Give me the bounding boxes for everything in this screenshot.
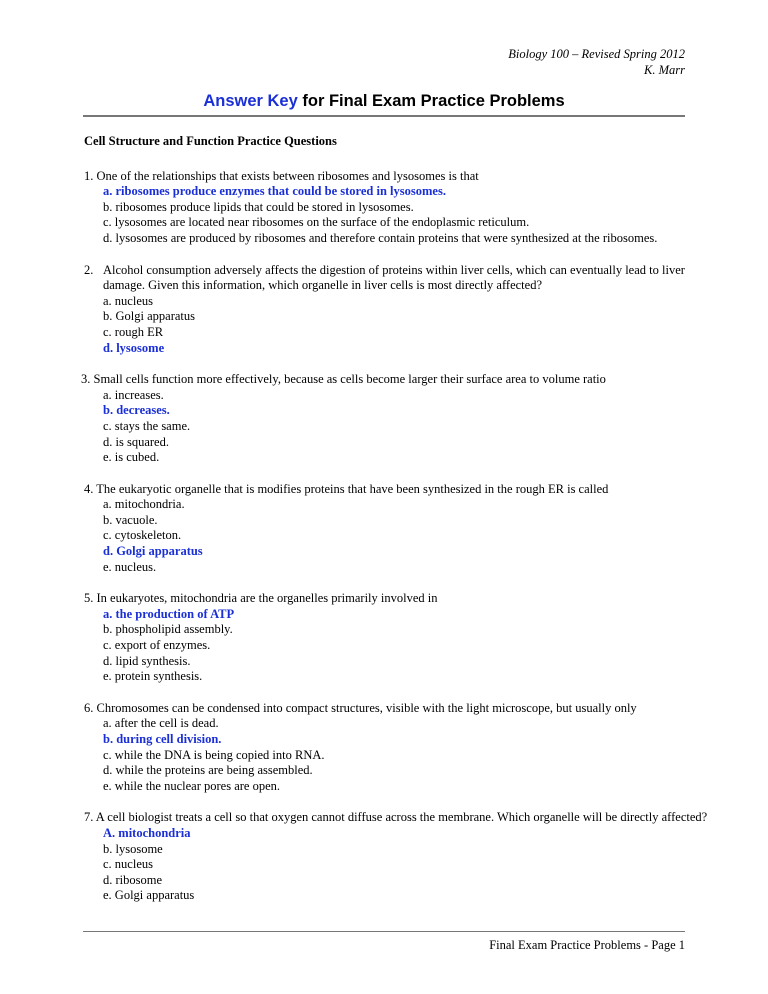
question-text: Small cells function more effectively, because as cells become larger their surface area to volume ratio <box>90 372 606 387</box>
answer-option: c. lysosomes are located near ribosomes on the surface of the endoplasmic reticulum. <box>103 215 530 230</box>
question-text: One of the relationships that exists between ribosomes and lysosomes is that <box>93 168 479 183</box>
question-number: 3. <box>81 372 91 387</box>
question-number: 1. <box>84 168 94 183</box>
answer-option: a. mitochondria. <box>103 497 185 512</box>
answer-options <box>84 607 708 685</box>
answer-option: b. lysosome <box>103 841 163 856</box>
title-block <box>83 91 685 117</box>
question-3 <box>81 372 708 466</box>
answer-options <box>84 184 708 246</box>
question-7 <box>84 810 708 904</box>
answer-option-correct: a. ribosomes produce enzymes that could be stored in lysosomes. <box>103 184 446 199</box>
question-text: In eukaryotes, mitochondria are the organelles primarily involved in <box>93 591 438 606</box>
answer-option: d. lysosomes are produced by ribosomes and therefore contain proteins that were synthesized at the ribosomes. <box>103 230 658 245</box>
answer-option: c. rough ER <box>103 324 164 339</box>
page-title <box>83 91 685 111</box>
section-heading: Cell Structure and Function Practice Questions <box>84 134 337 148</box>
answer-option: e. nucleus. <box>103 559 157 574</box>
answer-option-correct: b. decreases. <box>103 403 170 418</box>
footer-divider <box>83 931 685 932</box>
answer-option: e. is cubed. <box>103 450 160 465</box>
answer-option: d. ribosome <box>103 872 163 887</box>
answer-options <box>81 388 708 466</box>
answer-option: d. is squared. <box>103 434 169 449</box>
answer-option: b. Golgi apparatus <box>103 309 195 324</box>
question-stem <box>84 810 708 826</box>
question-text: The eukaryotic organelle that is modifies proteins that have been synthesized in the rough ER is called <box>93 481 609 496</box>
answer-option: d. while the proteins are being assembled. <box>103 763 313 778</box>
question-number: 2. <box>84 262 94 277</box>
answer-options <box>84 826 708 904</box>
page-footer: Final Exam Practice Problems - Page 1 <box>489 938 685 952</box>
answer-options <box>84 716 708 794</box>
answer-option-correct: d. Golgi apparatus <box>103 544 203 559</box>
question-stem <box>81 372 708 388</box>
question-text: Chromosomes can be condensed into compact structures, visible with the light microscope, but usually only <box>93 700 637 715</box>
question-4 <box>84 482 708 576</box>
question-2 <box>84 263 708 357</box>
answer-option: c. while the DNA is being copied into RNA. <box>103 747 325 762</box>
question-stem <box>84 169 708 185</box>
question-stem <box>84 263 708 294</box>
title-divider <box>83 115 685 117</box>
question-number: 6. <box>84 700 94 715</box>
answer-option: c. stays the same. <box>103 418 191 433</box>
answer-option: a. increases. <box>103 387 164 402</box>
question-5 <box>84 591 708 685</box>
question-list <box>81 134 708 920</box>
question-text: Alcohol consumption adversely affects the digestion of proteins within liver cells, which can eventually lead to liver damage. Given this information, which organelle in liver cells is most directly affected? <box>103 262 685 293</box>
title-accent: Answer Key <box>203 92 298 110</box>
question-number: 7. <box>84 810 94 825</box>
question-number: 4. <box>84 481 94 496</box>
answer-option: e. protein synthesis. <box>103 669 203 684</box>
answer-option-correct: b. during cell division. <box>103 732 222 746</box>
answer-option: a. nucleus <box>103 293 153 308</box>
question-number: 5. <box>84 591 94 606</box>
answer-option: e. Golgi apparatus <box>103 888 195 903</box>
answer-option-correct: a. the production of ATP <box>103 606 235 621</box>
answer-options <box>84 294 708 356</box>
question-stem <box>84 701 708 717</box>
answer-option: c. cytoskeleton. <box>103 528 182 543</box>
question-6 <box>84 701 708 795</box>
answer-option: e. while the nuclear pores are open. <box>103 778 281 793</box>
header-course: Biology 100 – Revised Spring 2012 <box>508 47 685 61</box>
answer-option: b. phospholipid assembly. <box>103 622 233 637</box>
question-1 <box>84 169 708 247</box>
answer-option-correct: d. lysosome <box>103 340 165 355</box>
title-rest: for Final Exam Practice Problems <box>297 92 565 110</box>
answer-option: c. export of enzymes. <box>103 638 211 653</box>
answer-options <box>84 497 708 575</box>
running-header <box>508 46 685 78</box>
answer-option: c. nucleus <box>103 857 153 872</box>
question-stem <box>84 591 708 607</box>
question-text: A cell biologist treats a cell so that oxygen cannot diffuse across the membrane. Which organelle will be directly affected? <box>93 810 708 825</box>
question-stem <box>84 482 708 498</box>
answer-option-correct: A. mitochondria <box>103 825 191 840</box>
header-author: K. Marr <box>644 63 685 77</box>
answer-option: b. ribosomes produce lipids that could be stored in lysosomes. <box>103 199 414 214</box>
answer-option: d. lipid synthesis. <box>103 653 191 668</box>
answer-option: a. after the cell is dead. <box>103 716 219 731</box>
answer-option: b. vacuole. <box>103 512 158 527</box>
